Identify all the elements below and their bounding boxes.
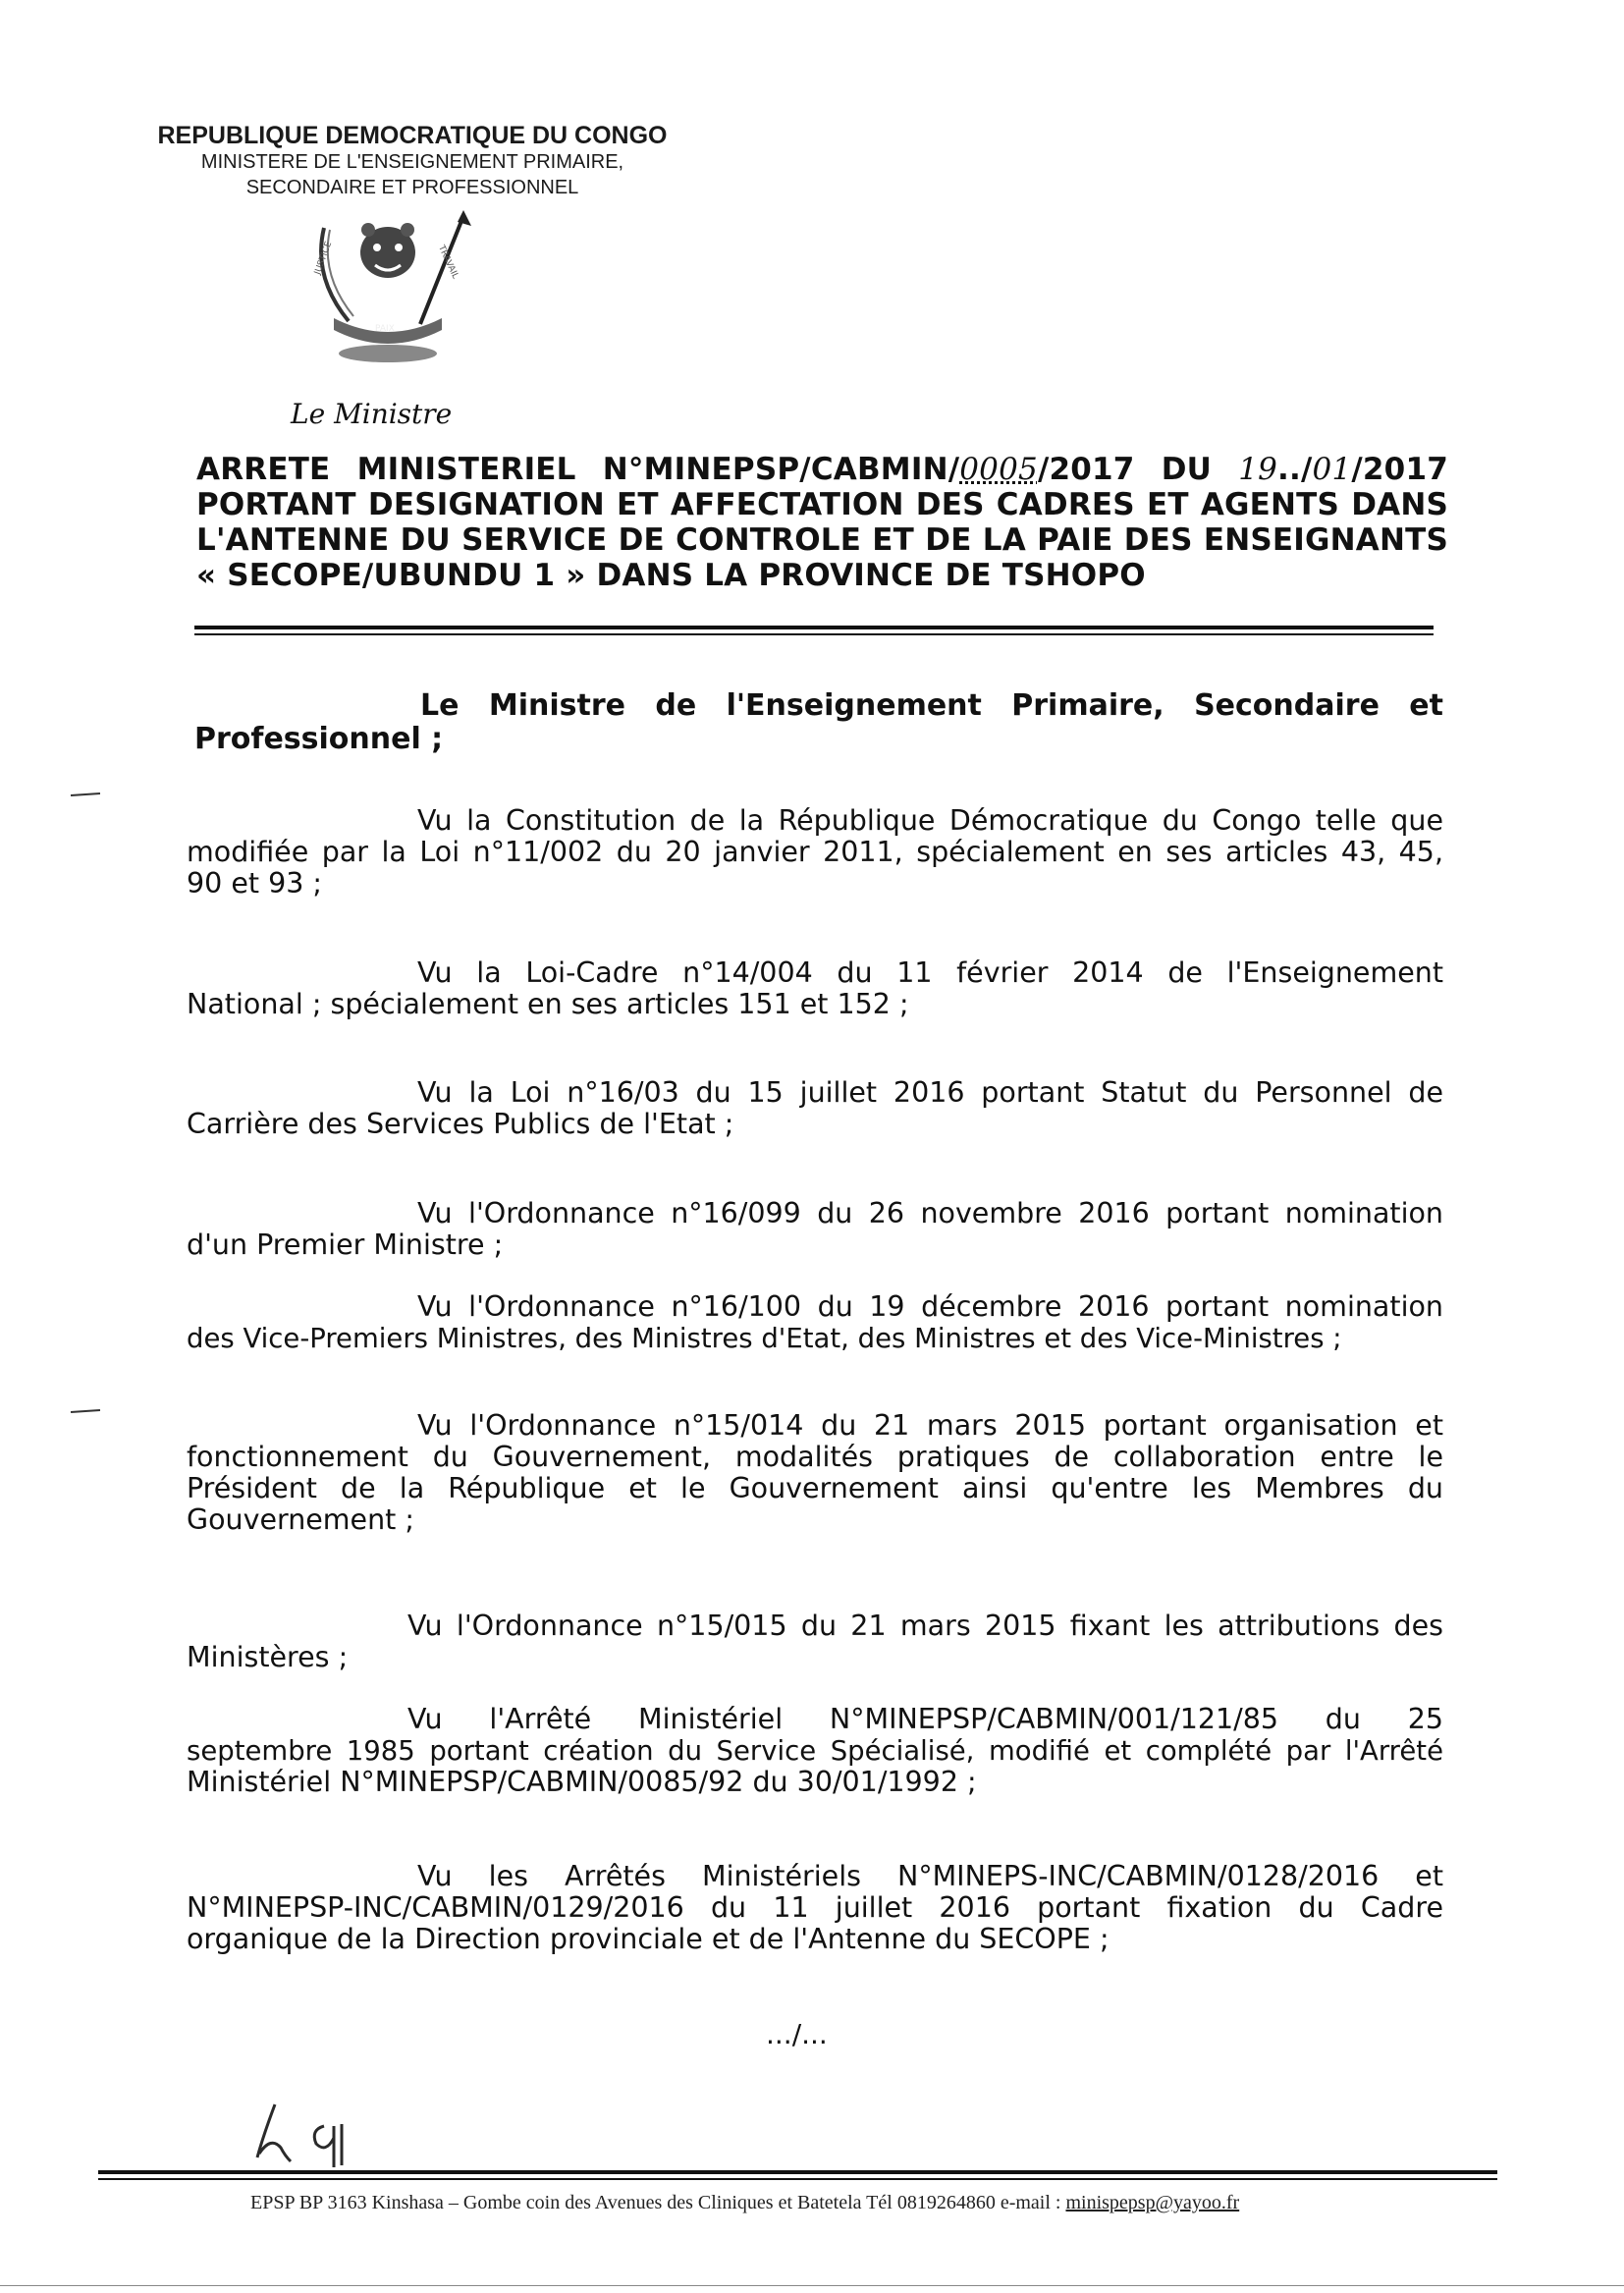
paragraph-line: National ; spécialement en ses articles 151 et 152 ; [187, 988, 909, 1020]
margin-mark [71, 1409, 100, 1413]
coat-of-arms-emblem [295, 208, 481, 365]
paragraph-line: d'un Premier Ministre ; [187, 1228, 504, 1261]
handwritten-day: 19 [1238, 452, 1278, 487]
emblem-motto-center: PAIX [375, 324, 395, 334]
emblem-motto-right: TRAVAIL [435, 244, 460, 281]
paragraph-line: Gouvernement ; [187, 1503, 414, 1536]
intro-line1: Le Ministre de l'Enseignement Primaire, Secondaire et [420, 688, 1443, 723]
paragraph-line: Vu l'Ordonnance n°16/099 du 26 novembre 2016 portant nomination [417, 1197, 1443, 1229]
paragraph-line: Vu l'Ordonnance n°16/100 du 19 décembre 2016 portant nomination [417, 1290, 1443, 1323]
page-continuation-mark: .../... [766, 2018, 828, 2050]
title-divider-thick [194, 626, 1434, 629]
considerant-3 [187, 1077, 1443, 1140]
republic-name: REPUBLIQUE DEMOCRATIQUE DU CONGO [157, 122, 668, 149]
paragraph-line: organique de la Direction provinciale et de l'Antenne du SECOPE ; [187, 1923, 1110, 1955]
decree-number-prefix: ARRETE MINISTERIEL N°MINEPSP/CABMIN/ [196, 452, 960, 487]
footer-address [250, 2192, 1239, 2214]
paragraph-line: Vu la Loi n°16/03 du 15 juillet 2016 portant Statut du Personnel de [417, 1076, 1443, 1109]
paragraph-line: Vu l'Arrêté Ministériel N°MINEPSP/CABMIN/001/121/85 du 25 [407, 1703, 1443, 1735]
considerant-9 [187, 1861, 1443, 1955]
minister-label: Le Ministre [291, 398, 453, 430]
paragraph-line: des Vice-Premiers Ministres, des Ministres d'Etat, des Ministres et des Vice-Ministres ; [187, 1323, 1342, 1354]
considerant-1 [187, 805, 1443, 900]
paragraph-line: Vu la Constitution de la République Démocratique du Congo telle que [417, 804, 1443, 837]
paragraph-line: Président de la République et le Gouvernement ainsi qu'entre les Membres du [187, 1472, 1443, 1504]
decree-title-line3: L'ANTENNE DU SERVICE DE CONTROLE ET DE LA PAIE DES ENSEIGNANTS [196, 522, 1448, 558]
decree-title-line2: PORTANT DESIGNATION ET AFFECTATION DES CADRES ET AGENTS DANS [196, 487, 1448, 522]
date-separator: ../ [1277, 452, 1313, 487]
intro-line2: Professionnel ; [194, 722, 444, 756]
paragraph-line: fonctionnement du Gouvernement, modalités pratiques de collaboration entre le [187, 1441, 1443, 1473]
bottom-edge-line [0, 2285, 1624, 2286]
decree-title [196, 452, 1448, 593]
decree-title-line1 [196, 452, 1448, 487]
considerant-6 [187, 1410, 1443, 1536]
title-divider-thin [194, 633, 1434, 635]
handwritten-month: 01 [1312, 452, 1352, 487]
handwritten-initials [245, 2097, 383, 2175]
paragraph-line: modifiée par la Loi n°11/002 du 20 janvier 2011, spécialement en ses articles 43, 45, [187, 836, 1443, 868]
paragraph-line: Ministères ; [187, 1641, 349, 1673]
footer-address-text: EPSP BP 3163 Kinshasa – Gombe coin des Avenues des Cliniques et Batetela Tél 0819264860 e-mail : [250, 2192, 1066, 2213]
considerant-7 [187, 1611, 1443, 1673]
paragraph-line: Vu la Loi-Cadre n°14/004 du 11 février 2014 de l'Enseignement [417, 956, 1443, 989]
emblem-motto-left: JUSTICE [312, 240, 335, 277]
paragraph-line: Ministériel N°MINEPSP/CABMIN/0085/92 du 30/01/1992 ; [187, 1766, 977, 1798]
paragraph-line: N°MINEPSP-INC/CABMIN/0129/2016 du 11 juillet 2016 portant fixation du Cadre [187, 1891, 1443, 1924]
paragraph-line: Vu l'Ordonnance n°15/015 du 21 mars 2015 fixant les attributions des [407, 1610, 1443, 1642]
footer-email-link[interactable]: minispepsp@yayoo.fr [1065, 2192, 1240, 2213]
decree-year-du: /2017 DU [1037, 452, 1239, 487]
footer-rule-thin [98, 2178, 1497, 2180]
decree-date-year: /2017 [1351, 452, 1448, 487]
intro-paragraph [194, 689, 1443, 756]
footer-rule-thick [98, 2170, 1497, 2174]
ministry-name-line2: SECONDAIRE ET PROFESSIONNEL [245, 177, 579, 198]
decree-title-line4: « SECOPE/UBUNDU 1 » DANS LA PROVINCE DE TSHOPO [196, 558, 1146, 593]
handwritten-decree-number: 0005 [959, 452, 1038, 487]
paragraph-line: Carrière des Services Publics de l'Etat ; [187, 1108, 734, 1140]
considerant-4 [187, 1198, 1443, 1261]
paragraph-line: 90 et 93 ; [187, 867, 323, 900]
margin-mark [71, 792, 100, 796]
ministry-name-line1: MINISTERE DE L'ENSEIGNEMENT PRIMAIRE, [200, 151, 624, 173]
considerant-8 [187, 1704, 1443, 1798]
paragraph-line: septembre 1985 portant création du Service Spécialisé, modifié et complété par l'Arrêté [187, 1735, 1443, 1767]
paragraph-line: Vu l'Ordonnance n°15/014 du 21 mars 2015 portant organisation et [417, 1409, 1443, 1442]
paragraph-line: Vu les Arrêtés Ministériels N°MINEPS-INC/CABMIN/0128/2016 et [417, 1860, 1443, 1892]
considerant-2 [187, 957, 1443, 1020]
considerant-5 [187, 1291, 1443, 1354]
